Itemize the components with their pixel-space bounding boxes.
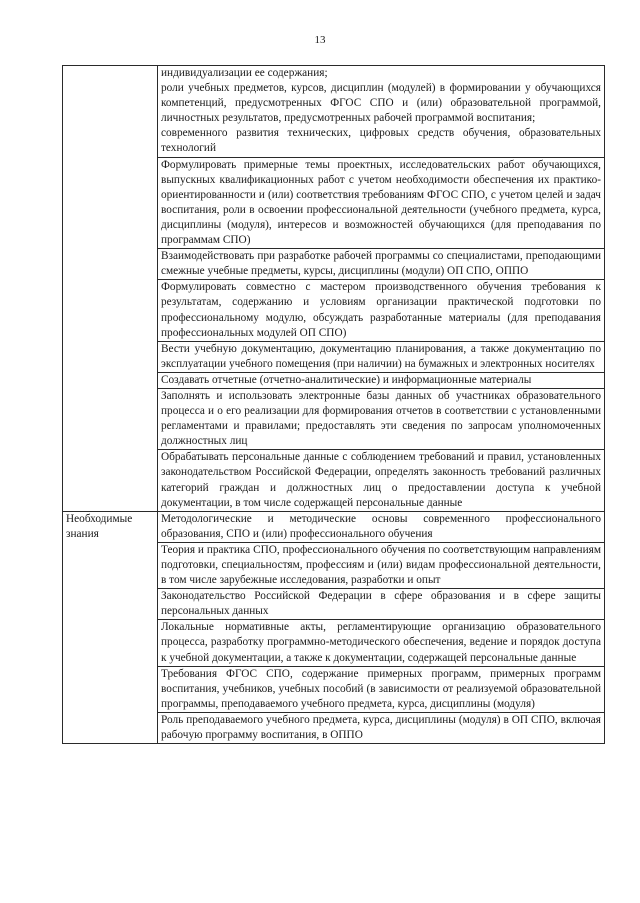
requirement-paragraph: Взаимодействовать при разработке рабочей программы со специалистами, преподающими смежные учебные предметы, курсы, дисциплины (модули) ОП СПО, ОППО [161, 250, 601, 278]
requirement-paragraph: Обрабатывать персональные данные с соблюдением требований и правил, установленных законодательством Российской Федерации, определять законность требований различных категорий граждан и должностных лиц о предоставлении доступа к учебной документации, в том числе содержащей персональные данные [161, 451, 601, 509]
requirement-paragraph: Формулировать совместно с мастером производственного обучения требования к результатам, содержанию и условиям организации практической подготовки по профессиональному модулю, обсуждать разработанные материалы (для преподавания профессиональных модулей ОП СПО) [161, 281, 601, 339]
section-label-cell [63, 66, 158, 512]
section-label-knowledge: Необходимые знания [63, 511, 158, 743]
requirement-text-cell [158, 341, 605, 372]
knowledge-text-cell: Локальные нормативные акты, регламентирующие организацию образовательного процесса, разработку программно-методического обеспечения, ведение и порядок доступа к учебной документации, а также к документации, содержащей персональные данные [158, 620, 605, 666]
knowledge-text-cell: Требования ФГОС СПО, содержание примерных программ, примерных программ воспитания, учебников, учебных пособий (в зависимости от реализуемой образовательной программы, преподаваемого учебного предмета, курса, дисциплины (модуля) [158, 666, 605, 712]
knowledge-text-cell: Методологические и методические основы современного профессионального образования, СПО и (или) профессионального обучения [158, 511, 605, 542]
table-row [63, 511, 605, 542]
requirement-text-cell [158, 372, 605, 388]
requirements-table [62, 65, 605, 744]
requirement-paragraph: Формулировать примерные темы проектных, исследовательских работ обучающихся, выпускных квалификационных работ с учетом необходимости обеспечения их практико-ориентированности и (или) соответствия требованиям ФГОС СПО, с учетом целей и задач воспитания, роли в освоении профессиональной деятельности (учебного предмета, курса, дисциплины (модуля), интересов и возможностей обучающихся (для преподавания по программам СПО) [161, 158, 601, 247]
requirement-text-cell [158, 450, 605, 511]
requirement-text-cell [158, 157, 605, 249]
knowledge-text-cell: Роль преподаваемого учебного предмета, курса, дисциплины (модуля) в ОП СПО, включая рабочую программу воспитания, в ОППО [158, 712, 605, 743]
requirement-paragraph: Создавать отчетные (отчетно-аналитические) и информационные материалы [161, 373, 532, 386]
table-row [63, 66, 605, 158]
knowledge-text-cell: Теория и практика СПО, профессионального обучения по соответствующим направлениям подготовки, специальностям, профессиям и (или) видам профессиональной деятельности, в том числе зарубежные исследования, разработки и опыт [158, 542, 605, 588]
knowledge-text-cell: Законодательство Российской Федерации в сфере образования и в сфере защиты персональных данных [158, 589, 605, 620]
page-number: 13 [314, 34, 326, 46]
requirement-paragraph: современного развития технических, цифровых средств обучения, образовательных технологий [161, 127, 601, 155]
requirement-text-cell [158, 66, 605, 158]
requirement-paragraph: индивидуализации ее содержания; [161, 67, 328, 79]
requirement-paragraph: роли учебных предметов, курсов, дисциплин (модулей) в формировании у обучающихся компетенций, предусмотренных ФГОС СПО и (или) образовательной программой, личностных результатов, предусмотренных рабочей программой воспитания; [161, 82, 601, 125]
requirement-paragraph: Вести учебную документацию, документацию планирования, а также документацию по эксплуатации учебного помещения (при наличии) на бумажных и электронных носителях [161, 342, 601, 370]
requirement-text-cell [158, 388, 605, 449]
requirement-text-cell [158, 280, 605, 341]
requirement-text-cell [158, 249, 605, 280]
requirement-paragraph: Заполнять и использовать электронные базы данных об участниках образовательного процесса и о его реализации для формирования отчетов в соответствии с установленными регламентами и правилами; предоставлять эти сведения по запросам уполномоченных должностных лиц [161, 389, 601, 448]
